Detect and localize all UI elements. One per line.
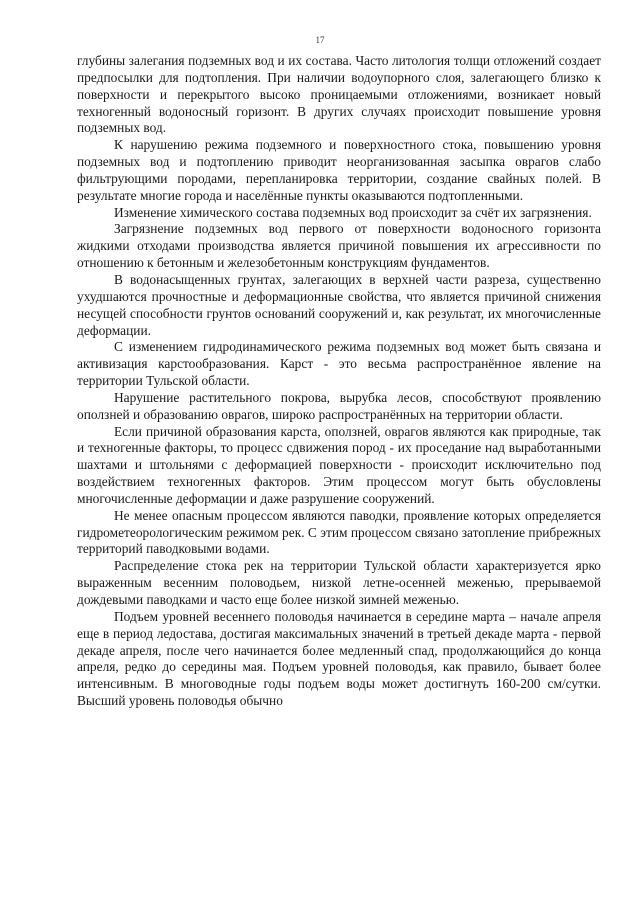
paragraph: С изменением гидродинамического режима подземных вод может быть связана и активизация карстообразования. Карст - это весьма распространённое явление на территории Тульской области.	[77, 339, 601, 389]
paragraph: Если причиной образования карста, оползней, оврагов являются как природные, так и техногенные факторы, то процесс сдвижения пород - их проседание над выработанными шахтами и штольнями с деформацией поверхности - происходит исключительно под воздействием техногенных факторов. Этим процессом могут быть обусловлены многочисленные деформации и даже разрушение сооружений.	[77, 423, 601, 506]
paragraph: Распределение стока рек на территории Тульской области характеризуется ярко выраженным весенним половодьем, низкой летне-осенней меженью, прерываемой дождевыми паводками и часто еще более низкой зимней меженью.	[77, 558, 601, 607]
paragraph: Нарушение растительного покрова, вырубка лесов, способствуют проявлению оползней и образованию оврагов, широко распространённых на территории области.	[77, 389, 601, 422]
paragraph: В водонасыщенных грунтах, залегающих в верхней части разреза, существенно ухудшаются прочностные и деформационные свойства, что является причиной снижения несущей способности грунтов оснований сооружений и, как результат, их многочисленные деформации.	[77, 271, 601, 338]
body-text	[77, 53, 601, 710]
paragraph: Загрязнение подземных вод первого от поверхности водоносного горизонта жидкими отходами производства является причиной повышения их агрессивности по отношению к бетонным и железобетонным конструкциям фундаментов.	[77, 221, 601, 271]
paragraph: Изменение химического состава подземных вод происходит за счёт их загрязнения.	[114, 204, 592, 220]
paragraph: К нарушению режима подземного и поверхностного стока, повышению уровня подземных вод и подтоплению приводит неорганизованная засыпка оврагов слабо фильтрующими породами, перепланировка территории, создание свайных полей. В результате многие города и населённые пункты оказываются подтопленными.	[77, 137, 601, 203]
paragraph: глубины залегания подземных вод и их состава. Часто литология толщи отложений создает предпосылки для подтопления. При наличии водоупорного слоя, залегающего близко к поверхности и перекрытого высоко проницаемыми отложениями, возникает новый техногенный водоносный горизонт. В других случаях происходит повышение уровня подземных вод.	[77, 53, 601, 136]
paragraph: Подъем уровней весеннего половодья начинается в середине марта – начале апреля еще в период ледостава, достигая максимальных значений в третьей декаде марта - первой декаде апреля, после чего начинается более медленный спад, продолжающийся до конца апреля, редко до середины мая. Подъем уровней половодья, как правило, бывает более интенсивным. В многоводные годы подъем воды может достигнуть 160-200 см/сутки. Высший уровень половодья обычно	[77, 608, 601, 709]
paragraph: Не менее опасным процессом являются паводки, проявление которых определяется гидрометеорологическим режимом рек. С этим процессом связано затопление прибрежных территорий паводковыми водами.	[77, 507, 601, 557]
page-number: 17	[315, 35, 325, 45]
